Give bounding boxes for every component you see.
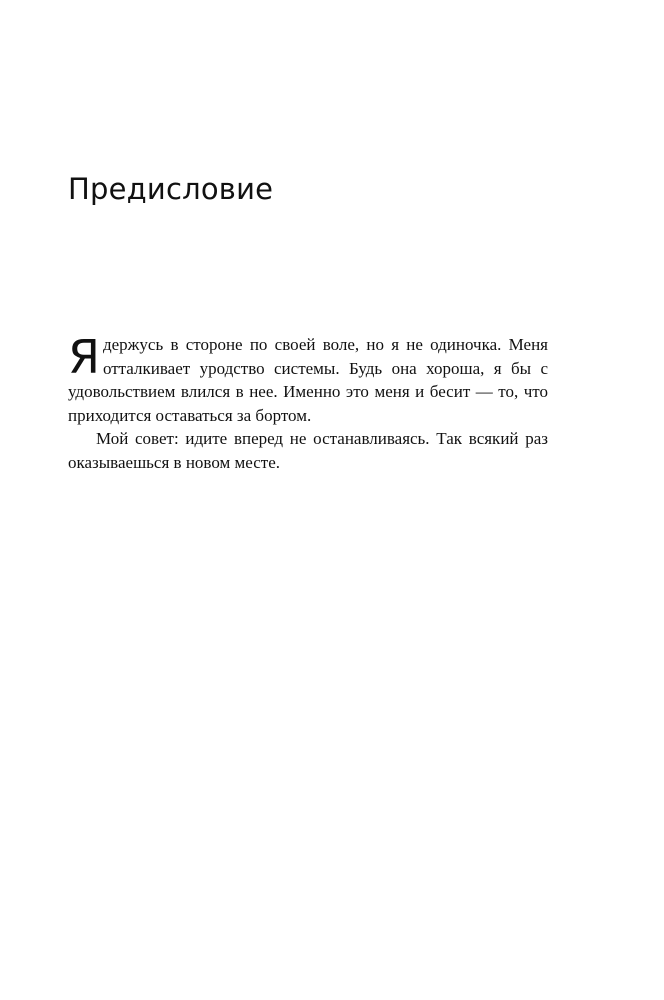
paragraph-1 <box>68 330 548 427</box>
paragraph-1-text: держусь в стороне по своей воле, но я не одиночка. Меня отталкивает уродство системы. Будь она хороша, я бы с удовольствием влился в нее. Именно это меня и бесит — то, что приходится оставаться за бортом. <box>68 335 548 425</box>
dropcap-letter: Я <box>68 330 100 384</box>
body-text <box>68 330 548 474</box>
paragraph-2: Мой совет: идите вперед не останавливаясь. Так всякий раз оказываешься в новом месте. <box>68 429 548 472</box>
chapter-title: Предисловие <box>68 172 274 206</box>
